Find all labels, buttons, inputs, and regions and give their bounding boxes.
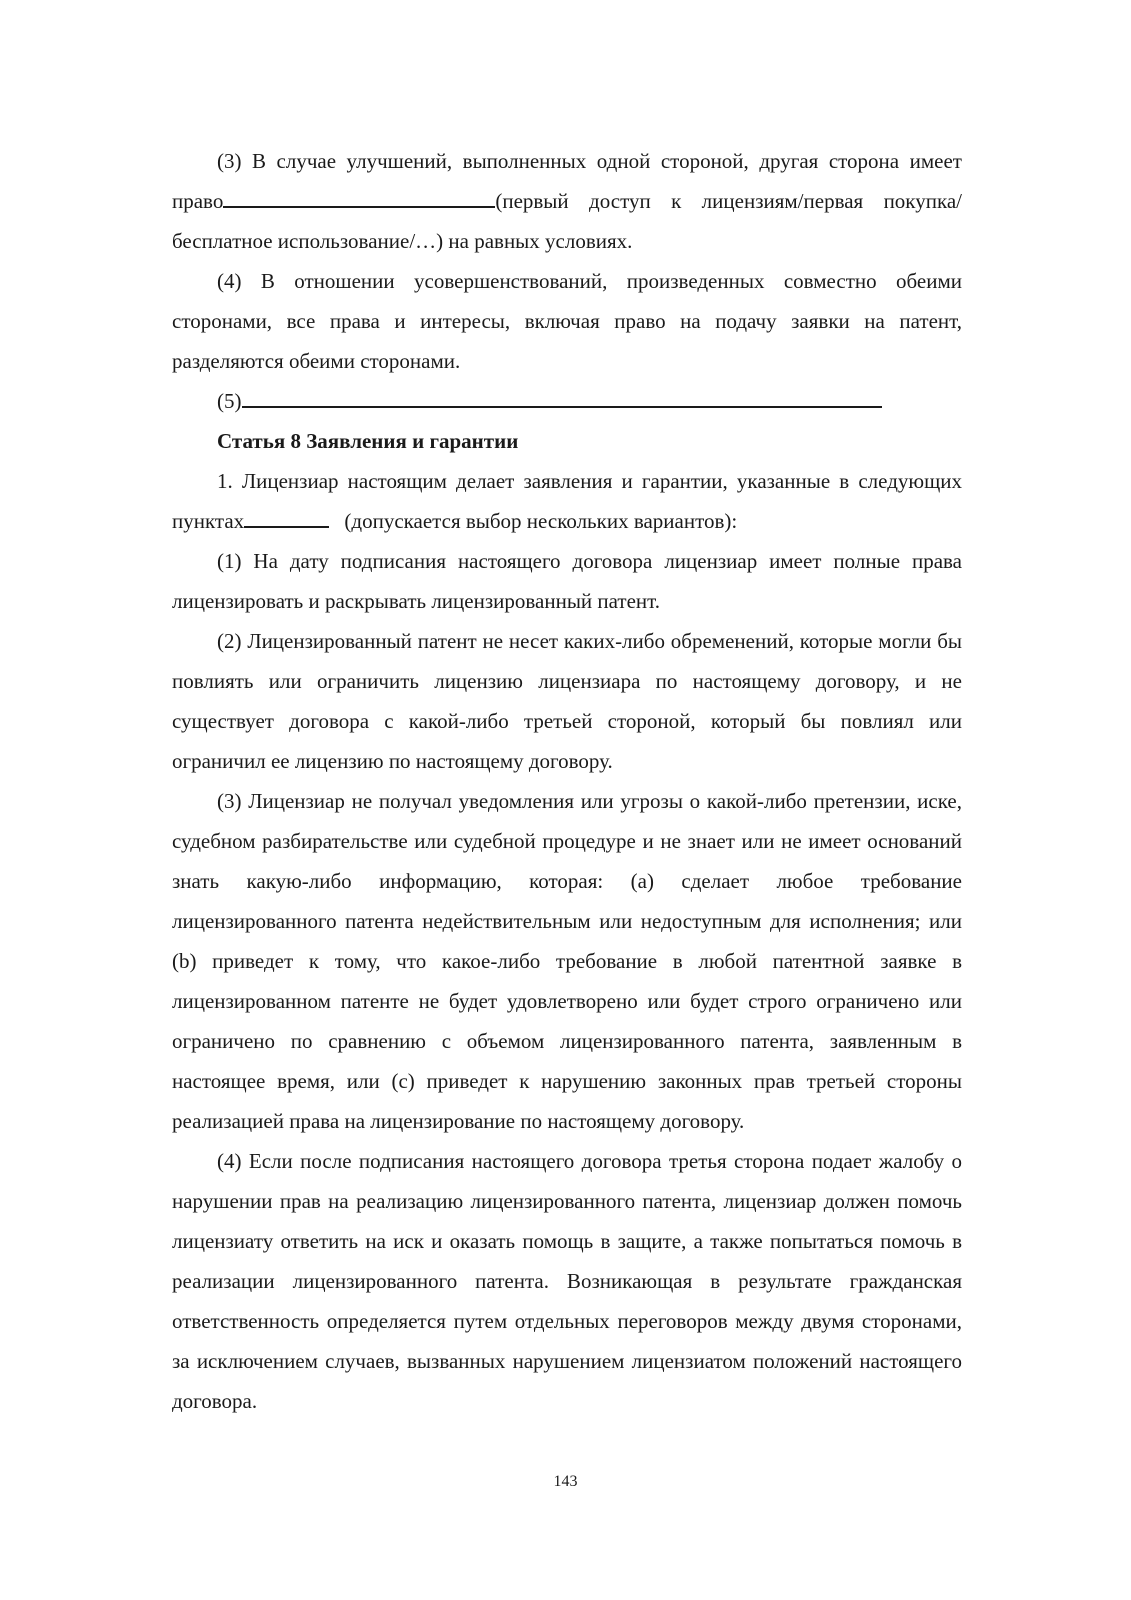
paragraph-8-1-3: (3) Лицензиар не получал уведомления или угрозы о какой-либо претензии, иске, судебном разбирательстве или судебной процедуре и не знает или не имеет оснований знать какую-либо информацию, которая: (a) сделает любое требование лицензированного патента недействительным или недоступным для исполнения; или (b) приведет к тому, что какое-либо требование в любой патентной заявке в лицензированном патенте не будет удовлетворено или будет строго ограничено или ограничено по сравнению с объемом лицензированного патента, заявленным в настоящее время, или (c) приведет к нарушению законных прав третьей стороны реализацией права на лицензирование по настоящему договору. [172,789,962,1133]
paragraph-8-1 [172,461,962,541]
fill-in-blank[interactable] [244,502,329,528]
page-body [172,141,962,1421]
paragraph-7-5-label: (5) [217,389,242,413]
fill-in-blank[interactable] [223,182,495,208]
paragraph-7-5 [172,381,962,421]
paragraph-8-1-start: 1. Лицензиар настоящим делает заявления и гарантии, указанные в следующих пунктах [172,469,962,533]
paragraph-7-3-start: (3) В случае улучшений, выполненных одной стороной, другая сторона имеет право [172,149,962,213]
paragraph-7-4: (4) В отношении усовершенствований, произведенных совместно обеими сторонами, все права и интересы, включая право на подачу заявки на патент, разделяются обеими сторонами. [172,269,962,373]
paragraph-8-1-1: (1) На дату подписания настоящего договора лицензиар имеет полные права лицензировать и раскрывать лицензированный патент. [172,549,962,613]
paragraph-8-1-4: (4) Если после подписания настоящего договора третья сторона подает жалобу о нарушении прав на реализацию лицензированного патента, лицензиар должен помочь лицензиату ответить на иск и оказать помощь в защите, а также попытаться помочь в реализации лицензированного патента. Возникающая в результате гражданская ответственность определяется путем отдельных переговоров между двумя сторонами, за исключением случаев, вызванных нарушением лицензиатом положений настоящего договора. [172,1149,962,1413]
paragraph-8-1-end: (допускается выбор нескольких вариантов): [344,509,738,533]
fill-in-blank[interactable] [242,382,882,408]
paragraph-8-1-2: (2) Лицензированный патент не несет каких-либо обременений, которые могли бы повлиять или ограничить лицензию лицензиара по настоящему договору, и не существует договора с какой-либо третьей стороной, который бы повлиял или ограничил ее лицензию по настоящему договору. [172,629,962,773]
paragraph-7-3 [172,141,962,261]
article-8-heading: Статья 8 Заявления и гарантии [217,429,519,453]
page-number: 143 [553,1473,578,1490]
paragraph-7-3-end: (первый доступ к лицензиям/первая покупка/бесплатное использование/…) на равных условиях. [172,189,962,253]
